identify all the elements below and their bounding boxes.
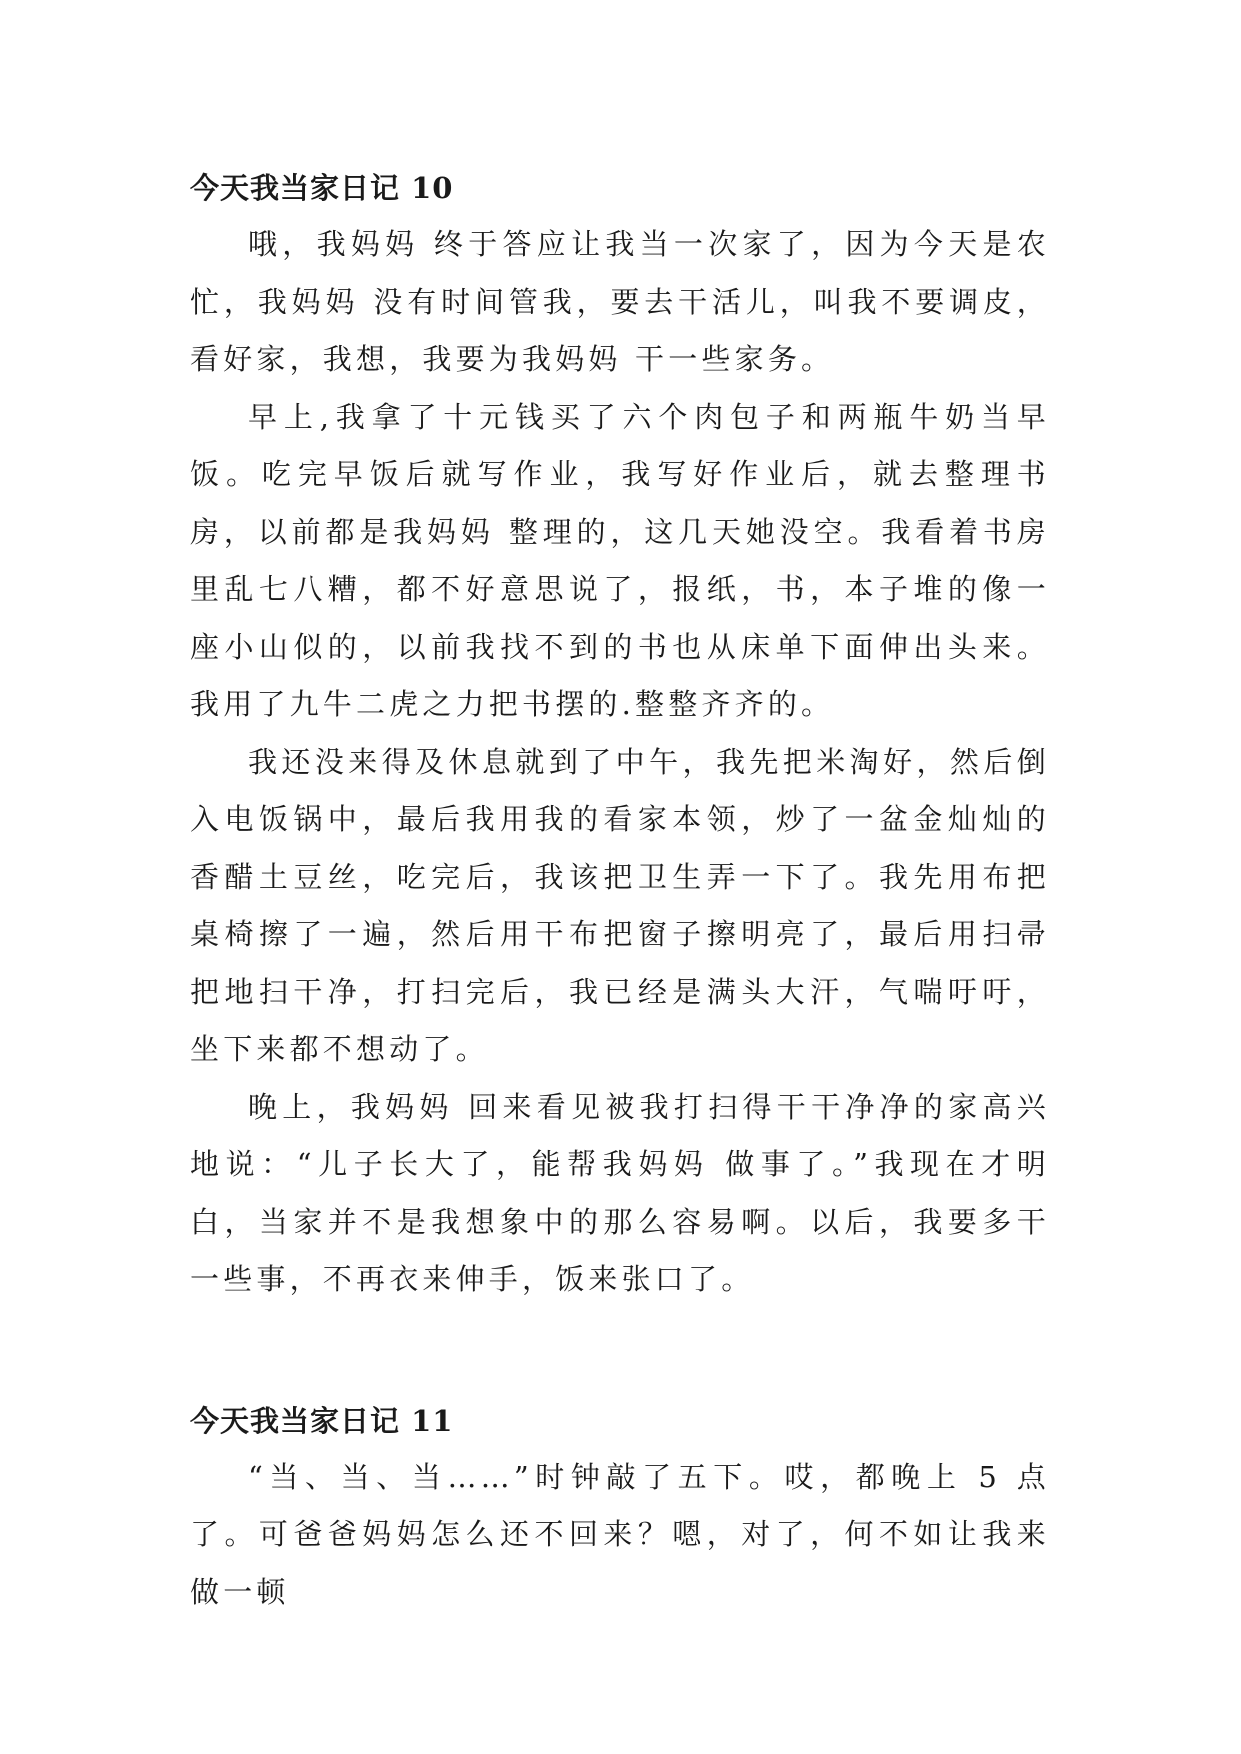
- paragraph: 早上,我拿了十元钱买了六个肉包子和两瓶牛奶当早饭。吃完早饭后就写作业，我写好作业后，就去整理书房，以前都是我妈妈 整理的，这几天她没空。我看着书房里乱七八糟，都不好意思说了，报纸，书，本子堆的像一座小山似的，以前我找不到的书也从床单下面伸出头来。我用了九牛二虎之力把书摆的.整整齐齐的。: [190, 399, 1050, 721]
- entry-title: 今天我当家日记 11: [190, 1403, 454, 1438]
- document-body: [190, 160, 1050, 1621]
- paragraph: 晚上，我妈妈 回来看见被我打扫得干干净净的家高兴地说：“儿子长大了，能帮我妈妈 做事了。”我现在才明白，当家并不是我想象中的那么容易啊。以后，我要多干一些事，不再衣来伸手，饭来张口了。: [190, 1089, 1050, 1296]
- paragraph: 哦，我妈妈 终于答应让我当一次家了，因为今天是农忙，我妈妈 没有时间管我，要去干活儿，叫我不要调皮，看好家，我想，我要为我妈妈 干一些家务。: [190, 227, 1050, 376]
- diary-entry-11: [190, 1393, 1050, 1622]
- diary-entry-10: [190, 160, 1050, 1309]
- section-spacer: [190, 1309, 1050, 1393]
- paragraph: “当、当、当……”时钟敲了五下。哎，都晚上 5 点了。可爸爸妈妈怎么还不回来？嗯，对了，何不如让我来做一顿: [190, 1459, 1050, 1609]
- paragraph: 我还没来得及休息就到了中午，我先把米淘好，然后倒入电饭锅中，最后我用我的看家本领，炒了一盆金灿灿的香醋土豆丝，吃完后，我该把卫生弄一下了。我先用布把桌椅擦了一遍，然后用干布把窗子擦明亮了，最后用扫帚把地扫干净，打扫完后，我已经是满头大汗，气喘吁吁，坐下来都不想动了。: [190, 744, 1050, 1066]
- entry-title: 今天我当家日记 10: [190, 171, 454, 205]
